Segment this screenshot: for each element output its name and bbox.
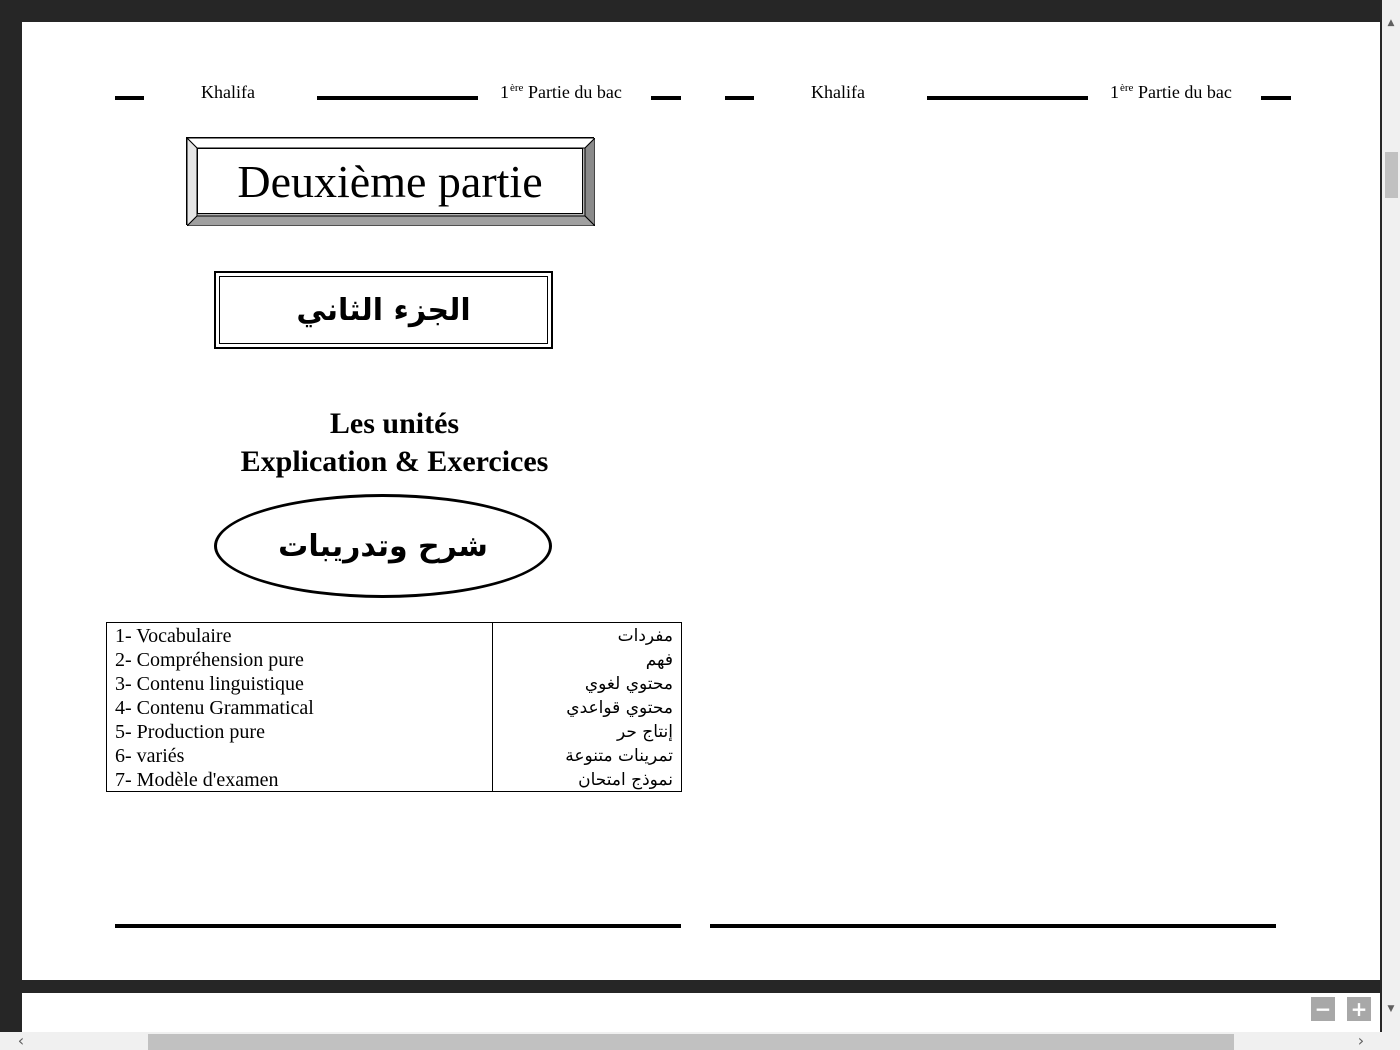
- header-part-text: Partie du bac: [1137, 82, 1232, 102]
- arabic-title-box: [214, 271, 553, 349]
- table-row-ar: مفردات: [617, 626, 673, 646]
- header-part-number: 1: [500, 82, 509, 102]
- header-author-right: Khalifa: [811, 82, 865, 102]
- table-row-ar: تمرينات متنوعة: [565, 746, 673, 766]
- vertical-scroll-thumb[interactable]: [1385, 152, 1398, 198]
- table-row-ar: إنتاج حر: [616, 722, 673, 742]
- table-row-ar: فهم: [645, 650, 673, 670]
- header-dash-left-2: [651, 96, 681, 100]
- header-dash-right-2: [1261, 96, 1291, 100]
- units-heading: [202, 405, 587, 481]
- scroll-right-arrow-icon[interactable]: ›: [1357, 1031, 1365, 1050]
- units-heading-line2: Explication & Exercices: [240, 445, 549, 478]
- arabic-title: الجزء الثاني: [219, 276, 548, 344]
- header-dash-left-1: [115, 96, 144, 100]
- footer-line-left: [115, 924, 681, 928]
- zoom-in-button[interactable]: +: [1347, 997, 1371, 1021]
- table-row-fr: 6- variés: [115, 745, 185, 767]
- horizontal-scrollbar[interactable]: [0, 1032, 1382, 1050]
- viewer-background: [0, 0, 1382, 10]
- zoom-out-button[interactable]: −: [1311, 997, 1335, 1021]
- header-part-left: [500, 82, 622, 103]
- table-row-fr: 5- Production pure: [115, 721, 265, 743]
- header-dash-right-1: [725, 96, 754, 100]
- scroll-up-arrow-icon[interactable]: ▲: [1387, 18, 1395, 28]
- units-heading-line1: Les unités: [329, 407, 460, 440]
- scroll-down-arrow-icon[interactable]: ▼: [1387, 1004, 1395, 1014]
- units-table: [106, 622, 682, 792]
- table-column-french: [107, 623, 493, 791]
- section-title-box: [186, 137, 594, 225]
- header-part-superscript: ère: [1120, 82, 1134, 94]
- header-part-right: [1110, 82, 1232, 103]
- arabic-subtitle-ellipse: شرح وتدريبات: [214, 494, 552, 598]
- header-author-left: Khalifa: [201, 82, 255, 102]
- horizontal-scroll-thumb[interactable]: [148, 1034, 1234, 1050]
- table-column-arabic: [493, 623, 681, 791]
- table-row-fr: 7- Modèle d'examen: [115, 769, 279, 791]
- header-part-superscript: ère: [510, 82, 524, 94]
- table-row-ar: محتوي لغوي: [584, 674, 673, 694]
- vertical-scrollbar[interactable]: [1382, 0, 1400, 1050]
- header-part-number: 1: [1110, 82, 1119, 102]
- table-row-fr: 3- Contenu linguistique: [115, 673, 304, 695]
- table-row-ar: نموذج امتحان: [578, 770, 673, 790]
- document-page: [22, 22, 1380, 980]
- table-row-fr: 4- Contenu Grammatical: [115, 697, 314, 719]
- header-line-left: [317, 96, 478, 100]
- header-line-right: [927, 96, 1088, 100]
- footer-line-right: [710, 924, 1276, 928]
- table-row-fr: 1- Vocabulaire: [115, 625, 232, 647]
- table-row-fr: 2- Compréhension pure: [115, 649, 304, 671]
- table-row-ar: محتوي قواعدي: [566, 698, 673, 718]
- scroll-left-arrow-icon[interactable]: ‹: [17, 1031, 25, 1050]
- header-part-text: Partie du bac: [527, 82, 622, 102]
- section-title: Deuxième partie: [197, 148, 583, 214]
